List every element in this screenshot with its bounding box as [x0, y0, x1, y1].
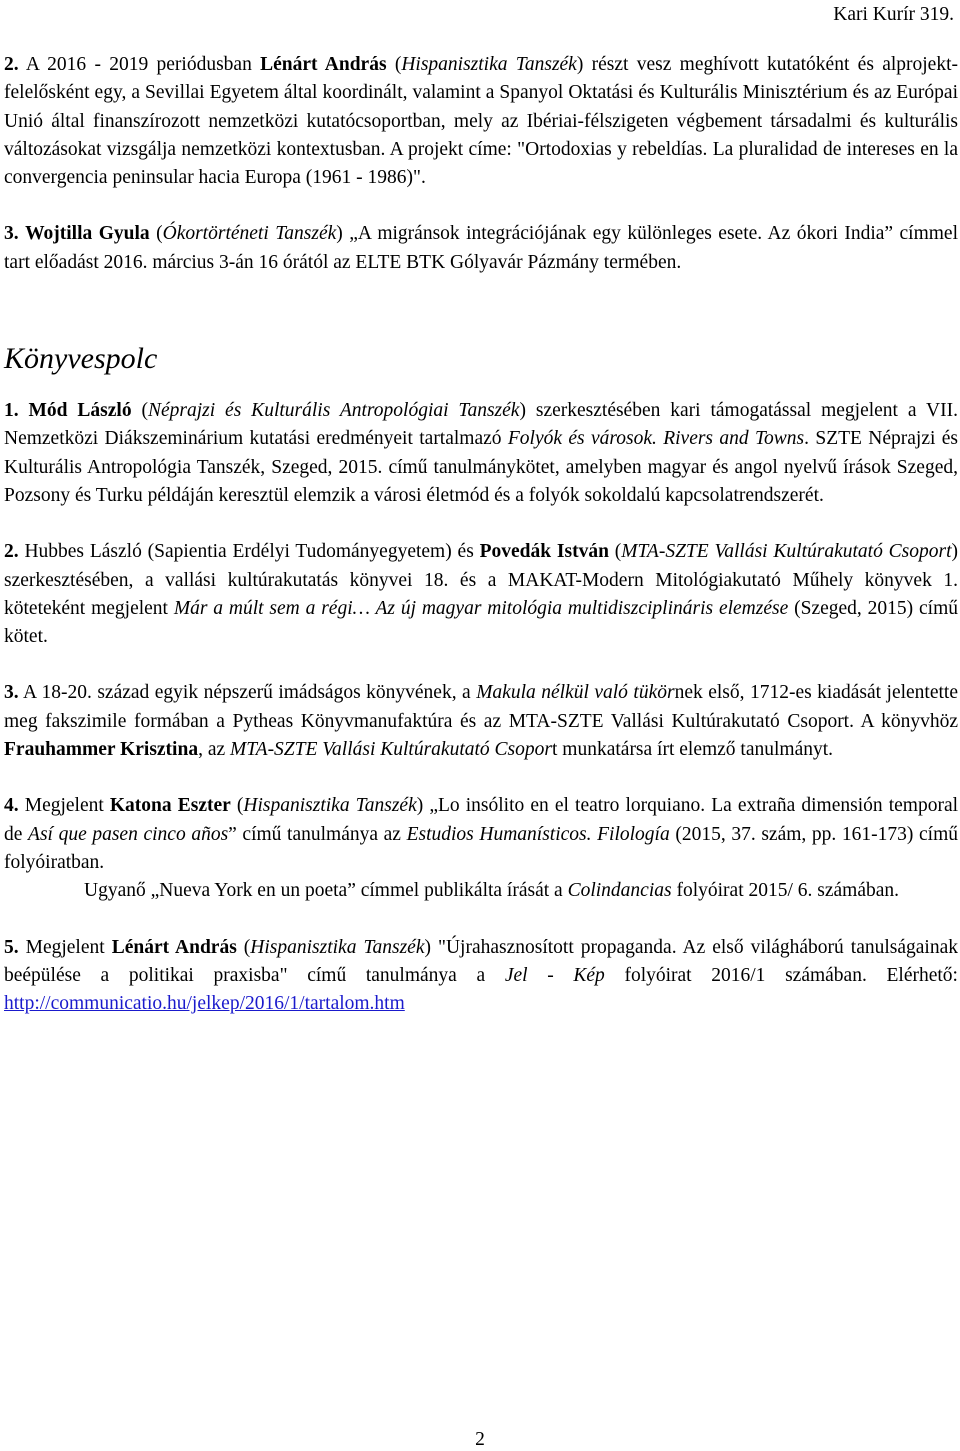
page-number: 2 [475, 1429, 485, 1450]
person-name: Povedák István [479, 541, 609, 563]
book-title: Már a múlt sem a régi… Az új magyar mitológia multidiszciplináris elemzése [173, 597, 789, 619]
journal-title: Jel - Kép [504, 964, 605, 986]
book-item-3: 3. A 18-20. század egyik népszerű imádságos könyvének, a Makula nélkül való tükörnek első, 1712-es kiadását jelentette meg fakszimile formában a Pytheas Könyvmanufaktúra és az MTA-SZTE Vallási Kultúrakutató Csoport. A könyvhöz Frauhammer Krisztina, az MTA-SZTE Vallási Kultúrakutató Csoport munkatársa írt elemző tanulmányt. [4, 682, 958, 761]
department-name: Hispanisztika Tanszék [401, 54, 577, 75]
journal-title: Estudios Humanísticos. Filología [406, 823, 670, 845]
document-body [4, 51, 958, 1018]
running-header: Kari Kurír 319. [833, 4, 954, 25]
item-number: 3. [4, 682, 19, 704]
item-number: 3. [4, 223, 19, 245]
department-name: MTA-SZTE Vallási Kultúrakutató Csoport [621, 541, 952, 563]
book-item-2: 2. Hubbes László (Sapientia Erdélyi Tudományegyetem) és Povedák István (MTA-SZTE Vallási Kultúrakutató Csoport) szerkesztésében, a vallási kultúrakutatás könyvei 18. és a MAKAT-Modern Mitológiakutató Műhely könyvek 1. köteteként megjelent Már a múlt sem a régi… Az új magyar mitológia multidiszciplináris elemzése (Szeged, 2015) című kötet. [4, 541, 959, 648]
department-name: Néprajzi és Kulturális Antropológiai Tanszék [147, 400, 520, 422]
item-number: 2. [4, 541, 19, 563]
department-name: Hispanisztika Tanszék [250, 936, 425, 958]
department-name: Hispanisztika Tanszék [243, 795, 417, 817]
item-number: 5. [4, 936, 19, 958]
book-item-4-continuation: Ugyanő „Nueva York en un poeta” címmel publikálta írását a Colindancias folyóirat 2015/ 6. számában. [84, 880, 900, 902]
item-number: 2. [4, 54, 19, 75]
person-name: Wojtilla Gyula [25, 223, 150, 245]
department-name: Ókortörténeti Tanszék [162, 223, 337, 245]
item-number: 4. [4, 795, 19, 817]
person-name: Frauhammer Krisztina [4, 739, 199, 761]
news-item-3: 3. Wojtilla Gyula (Ókortörténeti Tanszék) „A migránsok integrációjának egy különleges esete. Az ókori India” címmel tart előadást 2016. március 3-án 16 órától az ELTE BTK Gólyavár Pázmány termében. [4, 223, 958, 273]
department-name: MTA-SZTE Vallási Kultúrakutató Csopor [230, 739, 552, 761]
section-heading-konyvespolc: Könyvespolc [4, 342, 158, 376]
book-item-4: 4. Megjelent Katona Eszter (Hispanisztika Tanszék) „Lo insólito en el teatro lorquiano. La extraña dimensión temporal de Así que pasen cinco años” című tanulmánya az Estudios Humanísticos. Filología (2015, 37. szám, pp. 161-173) című folyóiratban. [4, 795, 959, 873]
book-title: Makula nélkül való tükör [476, 682, 675, 704]
article-link[interactable]: http://communicatio.hu/jelkep/2016/1/tartalom.htm [4, 993, 405, 1015]
person-name: Lénárt András [260, 54, 387, 75]
book-item-1: 1. Mód László (Néprajzi és Kulturális Antropológiai Tanszék) szerkesztésében kari támogatással megjelent a VII. Nemzetközi Diákszeminárium kutatási eredményeit tartalmazó Folyók és városok. Rivers and Towns. SZTE Néprajzi és Kulturális Antropológia Tanszék, Szeged, 2015. című tanulmánykötet, amelyben magyar és angol nyelvű írások Szeged, Pozsony és Turku példáján keresztül elemzik a városi életmód és a folyók sokoldalú kapcsolatrendszerét. [4, 400, 958, 506]
journal-title: Colindancias [567, 880, 672, 902]
person-name: Mód László [28, 400, 132, 422]
item-number: 1. [4, 400, 19, 422]
person-name: Lénárt András [111, 936, 237, 958]
book-title: Así que pasen cinco años [28, 823, 229, 845]
person-name: Katona Eszter [109, 795, 231, 817]
book-title: Folyók és városok. Rivers and Towns [507, 428, 805, 450]
book-item-5: 5. Megjelent Lénárt András (Hispanisztika Tanszék) "Újrahasznosított propaganda. Az első világháború tanulságainak beépülése a politikai praxisba" című tanulmánya a Jel - Kép folyóirat 2016/1 számában. Elérhető: http://communicatio.hu/jelkep/2016/1/tartalom.htm [4, 936, 958, 1015]
news-item-2: 2. A 2016 - 2019 periódusban Lénárt András (Hispanisztika Tanszék) részt vesz meghívott kutatóként és alprojekt-felelősként egy, a Sevillai Egyetem által koordinált, valamint a Spanyol Oktatási és Kulturális Minisztérium és az Európai Unió által finanszírozott nemzetközi kutatócsoportban, mely az Ibériai-félszigeten végbement társadalmi és kulturális változásokat vizsgálja nemzetközi kontextusban. A projekt címe: "Ortodoxias y rebeldías. La pluralidad de intereses en la convergencia peninsular hacia Europa (1961 - 1986)". [4, 54, 958, 189]
